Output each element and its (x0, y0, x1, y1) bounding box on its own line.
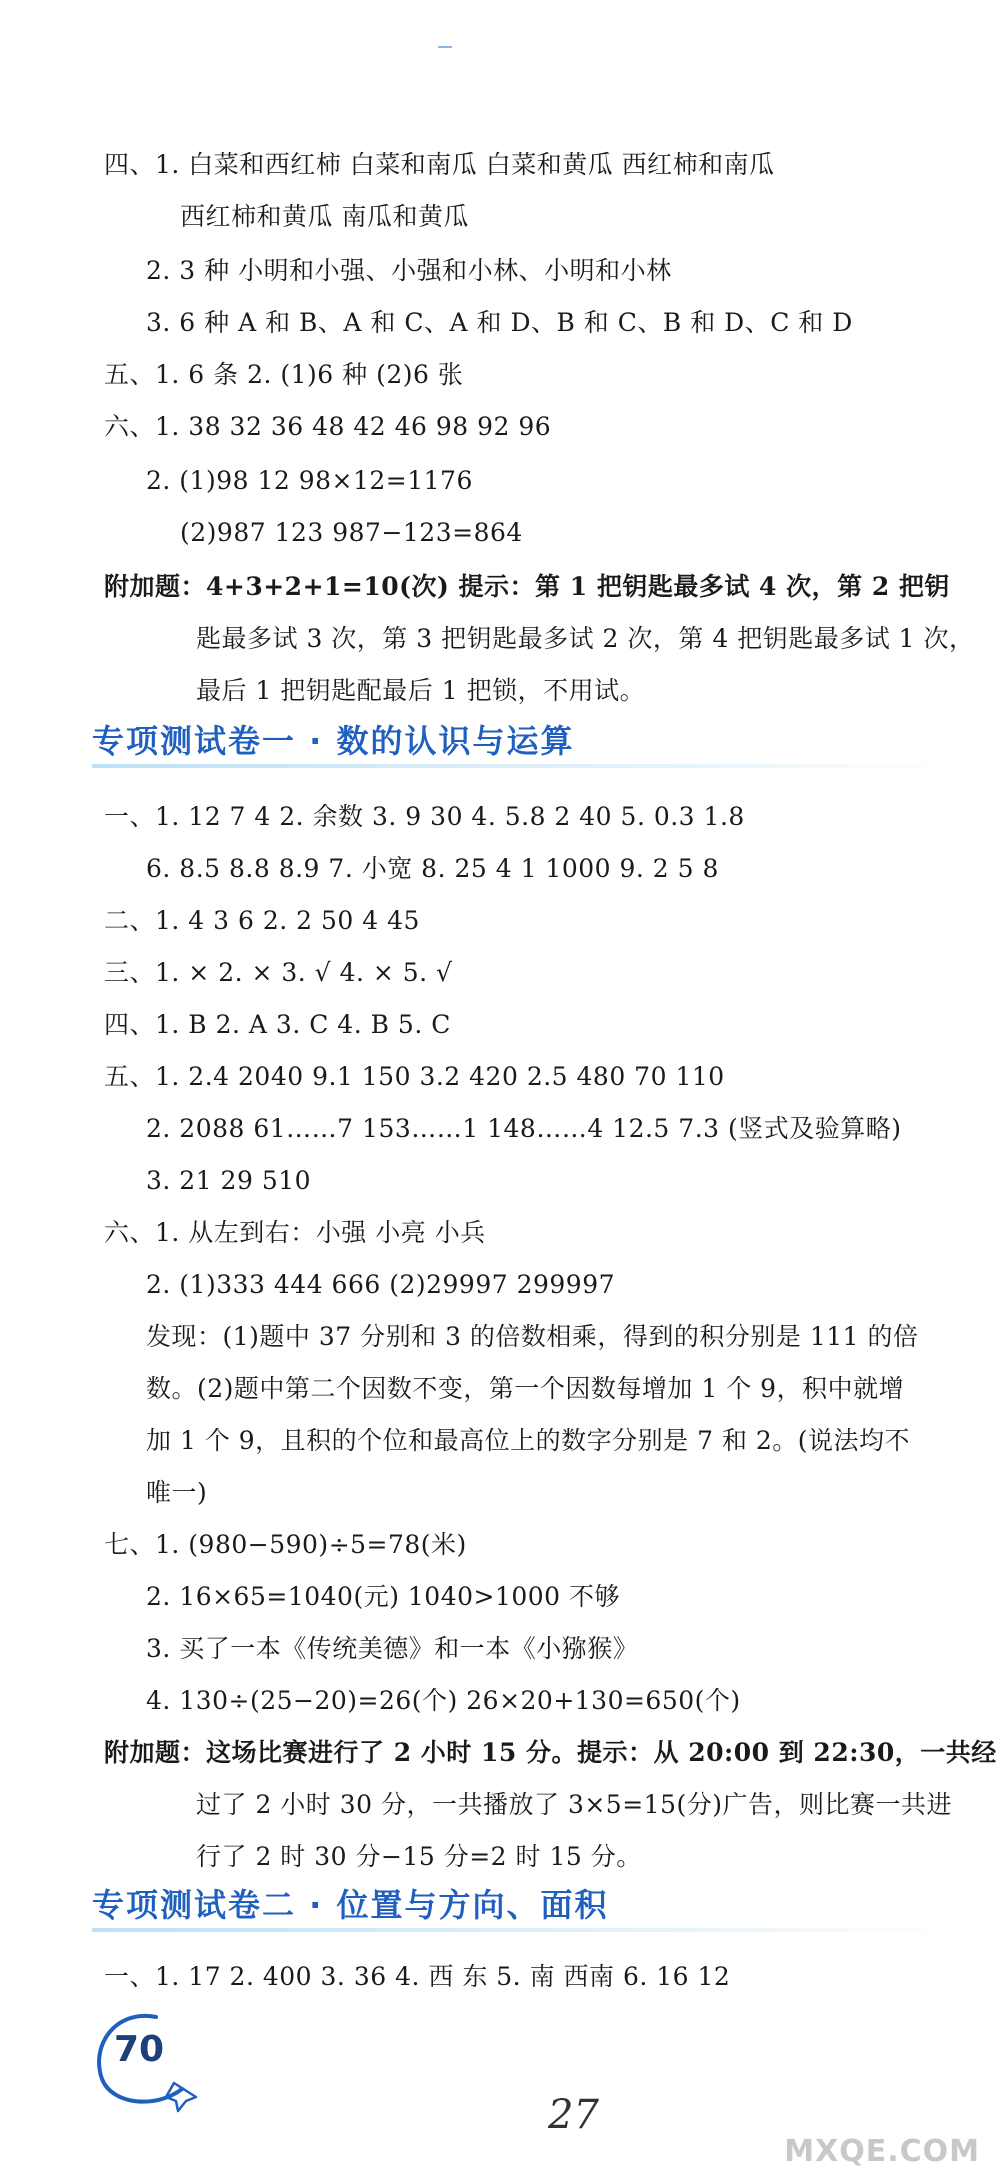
answer-line: 五、1. 2.4 2040 9.1 150 3.2 420 2.5 480 70 110 (104, 1062, 725, 1091)
answer-line: 3. 21 29 510 (146, 1166, 312, 1195)
answer-line: 四、1. 白菜和西红柿 白菜和南瓜 白菜和黄瓜 西红柿和南瓜 (104, 150, 775, 179)
answer-line: 西红柿和黄瓜 南瓜和黄瓜 (180, 202, 469, 231)
answer-line: 加 1 个 9，且积的个位和最高位上的数字分别是 7 和 2。(说法均不 (146, 1426, 911, 1455)
answer-line: 三、1. × 2. × 3. √ 4. × 5. √ (104, 958, 453, 987)
answer-line: 行了 2 时 30 分−15 分=2 时 15 分。 (196, 1842, 642, 1871)
answer-line: 附加题：4+3+2+1=10(次) 提示：第 1 把钥匙最多试 4 次，第 2 把钥 (104, 572, 950, 601)
answer-line: 3. 6 种 A 和 B、A 和 C、A 和 D、B 和 C、B 和 D、C 和 D (146, 308, 853, 337)
answer-line: 六、1. 38 32 36 48 42 46 98 92 96 (104, 412, 552, 441)
answer-line: 六、1. 从左到右：小强 小亮 小兵 (104, 1218, 486, 1247)
section-heading: 专项测试卷二 · 位置与方向、面积 (92, 1886, 609, 1924)
handwritten-note: 27 (548, 2092, 599, 2138)
answer-line: 四、1. B 2. A 3. C 4. B 5. C (104, 1010, 451, 1039)
answer-line: (2)987 123 987−123=864 (180, 518, 523, 547)
answer-line: 2. (1)333 444 666 (2)29997 299997 (146, 1270, 616, 1299)
answer-line: 七、1. (980−590)÷5=78(米) (104, 1530, 467, 1559)
page-number: 70 (114, 2029, 165, 2070)
answer-line: 2. 3 种 小明和小强、小强和小林、小明和小林 (146, 256, 672, 285)
answer-line: 一、1. 12 7 4 2. 余数 3. 9 30 4. 5.8 2 40 5. 0.3 1.8 (104, 802, 745, 831)
answer-line: 二、1. 4 3 6 2. 2 50 4 45 (104, 906, 420, 935)
answer-line: 2. (1)98 12 98×12=1176 (146, 466, 473, 495)
answer-line: 匙最多试 3 次，第 3 把钥匙最多试 2 次，第 4 把钥匙最多试 1 次， (196, 624, 975, 653)
top-mark (438, 46, 452, 48)
answer-line: 2. 2088 61……7 153……1 148……4 12.5 7.3 (竖式及验算略) (146, 1114, 902, 1143)
answer-line: 4. 130÷(25−20)=26(个) 26×20+130=650(个) (146, 1686, 741, 1715)
answer-line: 最后 1 把钥匙配最后 1 把锁，不用试。 (196, 676, 646, 705)
answer-line: 6. 8.5 8.8 8.9 7. 小宽 8. 25 4 1 1000 9. 2 5 8 (146, 854, 719, 883)
answer-line: 过了 2 小时 30 分，一共播放了 3×5=15(分)广告，则比赛一共进 (196, 1790, 952, 1819)
section-heading: 专项测试卷一 · 数的认识与运算 (92, 722, 575, 760)
watermark: MXQE.COM (784, 2134, 980, 2169)
answer-line: 2. 16×65=1040(元) 1040>1000 不够 (146, 1582, 621, 1611)
answer-line: 3. 买了一本《传统美德》和一本《小猕猴》 (146, 1634, 639, 1663)
answer-line: 附加题：这场比赛进行了 2 小时 15 分。提示：从 20:00 到 22:30，一共经 (104, 1738, 997, 1767)
answer-line: 一、1. 17 2. 400 3. 36 4. 西 东 5. 南 西南 6. 16 12 (104, 1962, 731, 1991)
answer-line: 五、1. 6 条 2. (1)6 种 (2)6 张 (104, 360, 464, 389)
page-number-badge (86, 2005, 206, 2115)
heading-underline (92, 764, 952, 768)
answer-line: 发现：(1)题中 37 分别和 3 的倍数相乘，得到的积分别是 111 的倍 (146, 1322, 919, 1351)
heading-underline (92, 1928, 952, 1932)
answer-line: 数。(2)题中第二个因数不变，第一个因数每增加 1 个 9，积中就增 (146, 1374, 905, 1403)
answer-line: 唯一) (146, 1478, 208, 1507)
